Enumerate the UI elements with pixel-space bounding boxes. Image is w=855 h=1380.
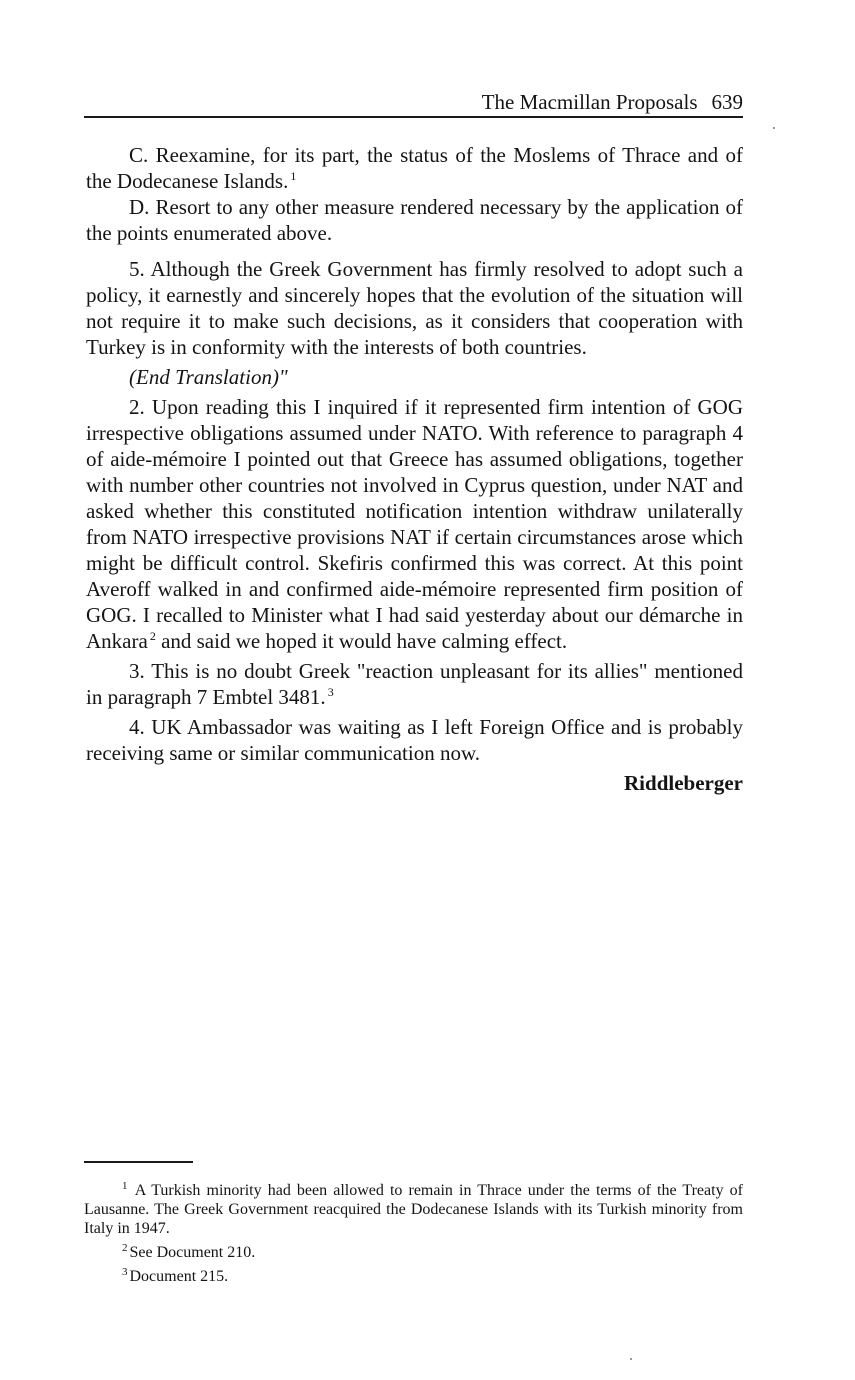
paragraph-5: 5. Although the Greek Government has firmly resolved to adopt such a policy, it earnestly and sincerely hopes that the evolution of the situation will not require it to make such decisions, as it considers that cooperation with Turkey is in conformity with the interests of both countries. (86, 257, 743, 359)
paragraph-4: 4. UK Ambassador was waiting as I left Foreign Office and is probably receiving same or similar communication now. (86, 715, 743, 765)
footnote-1-mark: 1 (122, 1179, 128, 1192)
footnote-2-mark: 2 (122, 1241, 128, 1254)
paragraph-c-text: C. Reexamine, for its part, the status of the Moslems of Thrace and of the Dodecanese Islands. (86, 143, 743, 193)
header-rule (84, 116, 743, 118)
paragraph-2 (86, 394, 743, 654)
scan-speck (630, 1358, 632, 1360)
footnote-2-text: See Document 210. (129, 1244, 256, 1261)
footnotes (84, 1181, 743, 1286)
footnote-1-text: A Turkish minority had been allowed to remain in Thrace under the terms of the Treaty of Lausanne. The Greek Government reacquired the Dodecanese Islands with its Turkish minority from Italy in 1947. (84, 1182, 743, 1237)
running-header (84, 89, 743, 115)
footnote-rule (84, 1161, 193, 1163)
footnote-3-text: Document 215. (129, 1268, 229, 1285)
scan-speck (773, 127, 775, 129)
footnote-1 (84, 1181, 743, 1238)
paragraph-3 (86, 658, 743, 710)
paragraph-2-text: 2. Upon reading this I inquired if it represented firm intention of GOG irrespective obligations assumed under NATO. With reference to paragraph 4 of aide-mémoire I pointed out that Greece has assumed obligations, together with number other countries not involved in Cyprus question, under NAT and asked whether this constituted notification intention withdraw unilaterally from NATO irrespective provisions NAT if certain circumstances arose which might be difficult control. Skefiris confirmed this was correct. At this point Averoff walked in and confirmed aide-mémoire represented firm position of GOG. I recalled to Minister what I had said yesterday about our démarche in Ankara (86, 395, 743, 653)
paragraph-3-text: 3. This is no doubt Greek "reaction unpleasant for its allies" mentioned in paragraph 7 Embtel 3481. (86, 659, 743, 709)
footnote-2 (84, 1243, 743, 1262)
footnote-ref-1: 1 (290, 169, 297, 183)
page-number: 639 (711, 90, 743, 114)
signature: Riddleberger (624, 771, 743, 795)
paragraph-d: D. Resort to any other measure rendered necessary by the application of the points enumerated above. (86, 195, 743, 245)
running-title: The Macmillan Proposals (481, 90, 698, 114)
document-body (86, 142, 743, 796)
footnote-3-mark: 3 (122, 1265, 128, 1278)
footnote-3 (84, 1267, 743, 1286)
footnote-ref-2: 2 (149, 629, 156, 643)
paragraph-c (86, 142, 743, 194)
paragraph-2-end: and said we hoped it would have calming effect. (161, 629, 568, 653)
footnote-ref-3: 3 (327, 685, 334, 699)
end-translation: (End Translation)" (129, 365, 288, 389)
